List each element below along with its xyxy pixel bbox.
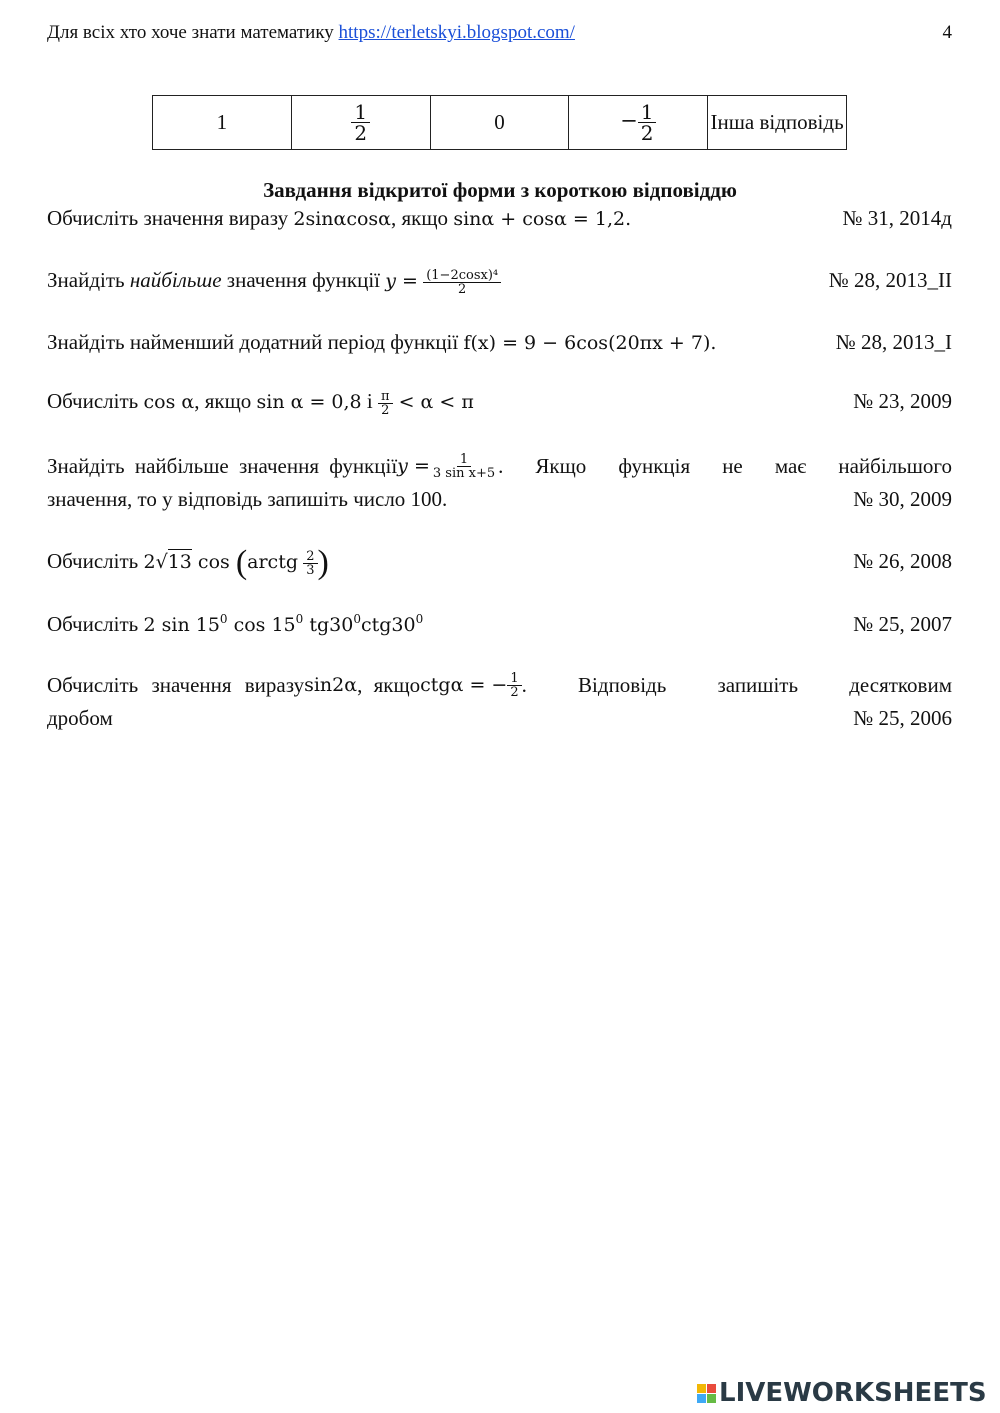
two-thirds-fraction: $\frac{2}{3}$ [303,550,317,577]
answer-option-minus-half[interactable]: − $\frac{1}{2}$ [569,96,708,150]
task-reference: № 25, 2006 [853,706,952,730]
liveworksheets-logo[interactable] [697,1376,987,1410]
section-title: Завдання відкритої форми з короткою відповіддю [263,178,737,202]
task-item: Обчисліть 2√13 cos (arctg $\frac{2}{3}$ ) № 26, 2008 [47,544,952,582]
function-fraction: $\frac{1}{\text{3 sin x+5}}$ [432,452,496,481]
task-reference: № 26, 2008 [853,549,952,573]
task-reference: № 28, 2013_II [828,268,952,292]
task-item: Знайдіть найменший додатний період функції f(x) = 9 − 6cos(20πx + 7). № 28, 2013_I [47,326,952,360]
task-reference: № 28, 2013_I [835,330,952,354]
function-fraction: $\frac{\text{(1−2cosx)⁴}}{2}$ [423,269,501,296]
task-item: Обчисліть 2 $\sin 15^0$ $\cos 15^0$ $tg30^0ctg30^0$ № 25, 2007 [47,608,952,642]
answer-option-1[interactable]: 1 [153,96,292,150]
answer-option-zero[interactable]: 0 [430,96,569,150]
answer-option-other[interactable]: Інша відповідь [708,96,847,150]
page-number: 4 [942,22,952,43]
task-reference: № 30, 2009 [853,487,952,511]
fraction-one-half: $\frac{1}{2}$ [351,102,370,143]
fraction-minus-one-half: $\frac{1}{2}$ [638,102,657,143]
header-caption: Для всіх хто хоче знати математику [47,22,334,43]
task-item: Обчисліть cos α, якщо sin α = 0,8 і $\frac{\pi}{2}$ < α < π № 23, 2009 [47,385,952,419]
task-item: Обчисліть значення виразу sin2α , якщо ctgα = − $\frac{1}{2}$ . Відповідь запишіть десятковим дробом № 25, 2006 [47,669,952,735]
task-item: Знайдіть найбільше значення функції y = $\frac{1}{\text{3 sin x+5}}$ . Якщо функція не має найбільшого значення, то у відповідь запишіть число 100. № 30, 2009 [47,450,952,516]
task-reference: № 31, 2014д [842,206,952,230]
answer-option-half[interactable] [291,96,430,150]
minus-half-fraction: $\frac{1}{2}$ [507,672,521,699]
answer-options-table [152,95,847,150]
page-header [47,22,952,44]
task-reference: № 23, 2009 [853,389,952,413]
blog-link[interactable]: https://terletskyi.blogspot.com/ [338,22,575,43]
task-item: Обчисліть значення виразу 2sinαcosα, якщо sinα + cosα = 1,2. № 31, 2014д [47,202,952,236]
task-reference: № 25, 2007 [853,612,952,636]
liveworksheets-icon [697,1384,716,1403]
brand-name: LIVEWORKSHEETS [719,1378,987,1408]
task-item: Знайдіть найбільше значення функції y = $\frac{\text{(1−2cosx)⁴}}{2}$ № 28, 2013_II [47,264,952,298]
pi-over-two-fraction: $\frac{\pi}{2}$ [378,390,393,417]
